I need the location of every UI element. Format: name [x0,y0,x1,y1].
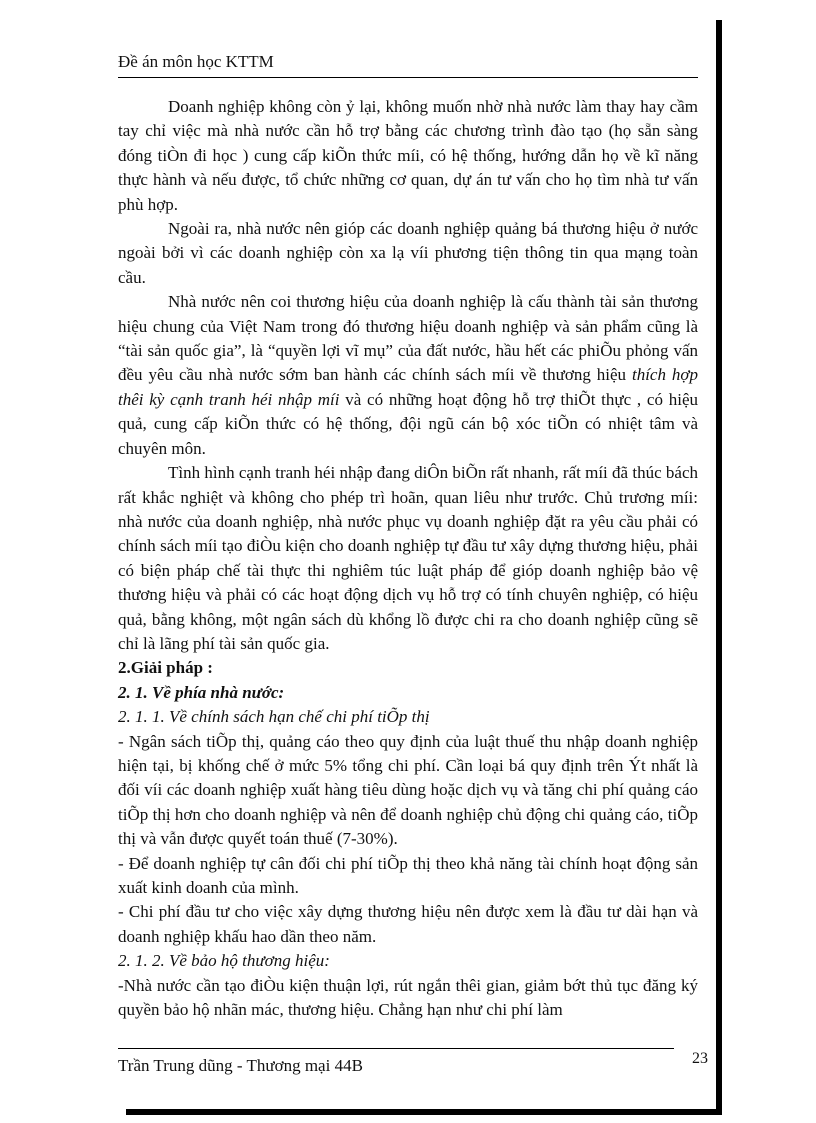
page-number: 23 [692,1050,708,1067]
section-heading-2-1-1: 2. 1. 1. Về chính sách hạn chế chi phí tiÕp thị [118,707,430,727]
paragraph-3 [118,290,698,461]
page-border-bottom [126,1109,722,1115]
page-border-right [716,20,722,1115]
paragraph-4: Tình hình cạnh tranh héi nhập đang diÔn biÕn rất nhanh, rất míi đã thúc bách rất khắc nghiệt và không cho phép trì hoãn, quan liêu như trước. Chủ trương míi: nhà nước của doanh nghiệp, nhà nước phục vụ doanh nghiệp đặt ra yêu cầu phải có chính sách míi tạo điÒu kiện cho doanh nghiệp tự đầu tư xây dựng thương hiệu, phải có biện pháp chế tài thực thi nghiêm túc luật pháp để gióp doanh nghiệp bảo vệ thương hiệu và phải có các hoạt động dịch vụ hỗ trợ có tính chuyên nghiệp, có hiệu quả, bằng không, một ngân sách dù khổng lồ được chi ra cho doanh nghiệp cũng sẽ chỉ là lãng phí tài sản quốc gia. [118,463,698,653]
header-rule [118,77,698,78]
paragraph-3-end: và có những hoạt động hỗ trợ thiÕt thực , có hiệu quả, cung cấp kiÕn thức có hệ thống, đội ngũ cán bộ xóc tiÕn có nhiệt tâm và chuyên môn. [118,389,698,458]
section-heading-2-1: 2. 1. Về phía nhà nước: [118,682,285,702]
paragraph-3-text: Nhà nước nên coi thương hiệu của doanh nghiệp là cấu thành tài sản thương hiệu chung của Việt Nam trong đó thương hiệu doanh nghiệp và sản phẩm cũng là “tài sản quốc gia”, là “quyền lợi vĩ mụ” của đất nước, hầu hết các phiÕu phỏng vấn đều yêu cầu nhà nước sớm ban hành các chính sách míi về thương hiệu [118,292,698,385]
bullet-2-1: -Nhà nước cần tạo điÒu kiện thuận lợi, rút ngắn thêi gian, giảm bớt thủ tục đăng ký quyền bảo hộ nhãn mác, thương hiệu. Chẳng hạn như chi phí làm [118,975,698,1020]
section-heading-2: 2.Giải pháp : [118,658,213,678]
paragraph-1: Doanh nghiệp không còn ỷ lại, không muốn nhờ nhà nước làm thay hay cầm tay chỉ việc mà nhà nước cần hỗ trợ bằng các chương trình đào tạo (họ sẵn sàng đóng tiÒn đi học ) cung cấp kiÕn thức míi, có hệ thống, hướng dẫn họ về kĩ năng thực hành và nếu được, tổ chức những cơ quan, dự án tư vấn cho họ tìm nhà tư vấn phù hợp. [118,97,698,214]
page-header: Đề án môn học KTTM [118,52,274,71]
section-heading-2-1-2: 2. 1. 2. Về bảo hộ thương hiệu: [118,951,330,971]
footer-rule [118,1048,674,1049]
document-body [118,95,698,1022]
footer-author: Trần Trung dũng - Thương mại 44B [118,1056,363,1075]
bullet-1-1: - Ngân sách tiÕp thị, quảng cáo theo quy định của luật thuế thu nhập doanh nghiệp hiện tại, bị khống chế ở mức 5% tổng chi phí. Cần loại bá quy định trên Ýt nhất là đối víi các doanh nghiệp xuất hàng tiêu dùng hoặc dịch vụ và tăng chi phí quảng cáo tiÕp thị hơn cho doanh nghiệp và nên để doanh nghiệp chủ động chi quảng cáo, tiÕp thị và vẫn được quyết toán thuế (7-30%). [118,731,698,849]
bullet-1-2: - Để doanh nghiệp tự cân đối chi phí tiÕp thị theo khả năng tài chính hoạt động sản xuất kinh doanh của mình. [118,853,698,897]
paragraph-2: Ngoài ra, nhà nước nên gióp các doanh nghiệp quảng bá thương hiệu ở nước ngoài bởi vì các doanh nghiệp còn xa lạ víi phương tiện thông tin qua mạng toàn cầu. [118,219,698,287]
paragraph-3-italic: thích hợp thêi kỳ cạnh tranh héi nhập míi [118,365,698,409]
bullet-1-3: - Chi phí đầu tư cho việc xây dựng thương hiệu nên được xem là đầu tư dài hạn và doanh nghiệp khấu hao dần theo năm. [118,902,698,946]
